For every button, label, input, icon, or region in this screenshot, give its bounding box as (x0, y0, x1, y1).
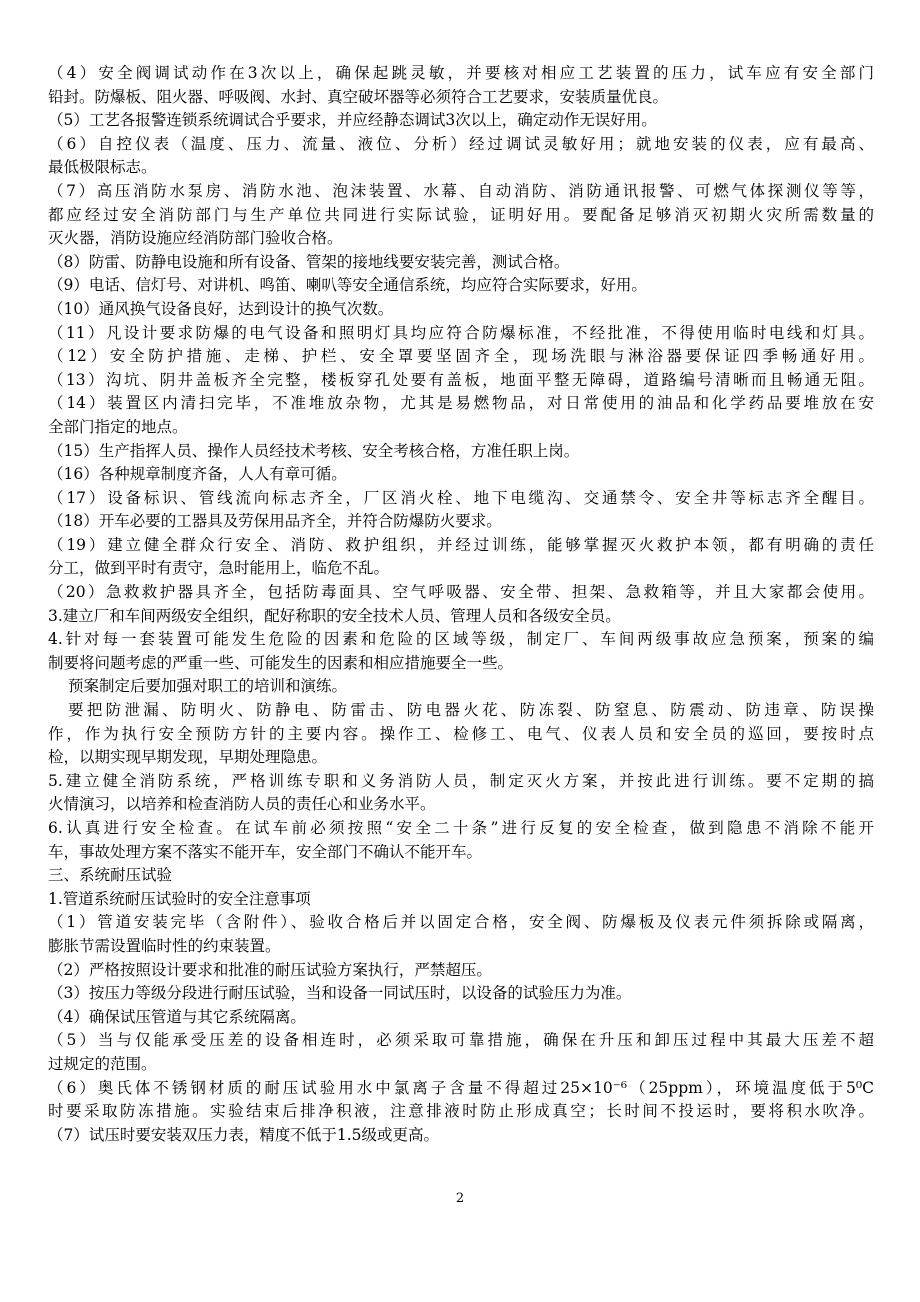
text-line: （9）电话、信灯号、对讲机、鸣笛、喇叭等安全通信系统，均应符合实际要求，好用。 (48, 276, 647, 295)
text-line: （5）工艺各报警连锁系统调试合乎要求，并应经静态调试3次以上，确定动作无误好用。 (48, 111, 657, 130)
text-line: 三、系统耐压试验 (48, 866, 173, 885)
text-line: 1.管道系统耐压试验时的安全注意事项 (48, 889, 311, 908)
document-body (48, 62, 874, 1147)
text-line: 4.针对每一套装置可能发生危险的因素和危险的区域等级，制定厂、车间两级事故应急预案，预案的编 (48, 630, 874, 649)
text-line: 作，作为执行安全预防方针的主要内容。操作工、检修工、电气、仪表人员和安全员的巡回，要按时点 (48, 724, 874, 743)
text-line: （8）防雷、防静电设施和所有设备、管架的接地线要安装完善，测试合格。 (48, 252, 570, 271)
text-line: 检，以期实现早期发现，早期处理隐患。 (48, 748, 328, 767)
text-line: （6）自控仪表（温度、压力、流量、液位、分析）经过调试灵敏好用；就地安装的仪表，应有最高、 (48, 134, 874, 153)
text-line: （4）安全阀调试动作在3次以上，确保起跳灵敏，并要核对相应工艺装置的压力，试车应有安全部门 (48, 64, 874, 82)
text-line: 5.建立健全消防系统，严格训练专职和义务消防人员，制定灭火方案，并按此进行训练。要不定期的搞 (48, 771, 874, 790)
text-line: 灭火器，消防设施应经消防部门验收合格。 (48, 229, 343, 248)
page-number: 2 (455, 1191, 465, 1206)
text-line: （7）高压消防水泵房、消防水池、泡沫装置、水幕、自动消防、消防通讯报警、可燃气体探测仪等等， (48, 181, 874, 200)
text-line: （1）管道安装完毕（含附件）、验收合格后并以固定合格，安全阀、防爆板及仪表元件须拆除或隔离， (48, 913, 874, 932)
text-line: （15）生产指挥人员、操作人员经技术考核、安全考核合格，方准任职上岗。 (48, 441, 580, 460)
text-line: 全部门指定的地点。 (48, 417, 188, 436)
text-line: （17）设备标识、管线流向标志齐全，厂区消火栓、地下电缆沟、交通禁令、安全井等标志齐全醒目。 (48, 488, 874, 507)
text-line: （5）当与仅能承受压差的设备相连时，必须采取可靠措施，确保在升压和卸压过程中其最大压差不超 (48, 1031, 874, 1050)
text-line: 时要采取防冻措施。实验结束后排净积液，注意排液时防止形成真空；长时间不投运时，要将积水吹净。 (48, 1102, 874, 1121)
text-line: （2）严格按照设计要求和批准的耐压试验方案执行，严禁超压。 (48, 960, 492, 979)
text-line: （18）开车必要的工器具及劳保用品齐全，并符合防爆防火要求。 (48, 512, 502, 531)
text-line: （19）建立健全群众行安全、消防、救护组织，并经过训练，能够掌握灭火救护本领，都有明确的责任 (48, 535, 874, 554)
text-line: （4）确保试压管道与其它系统隔离。 (48, 1007, 306, 1026)
text-line: （13）沟坑、阴井盖板齐全完整，楼板穿孔处要有盖板，地面平整无障碍，道路编号清晰而且畅通无阻。 (48, 370, 874, 389)
text-line: 3.建立厂和车间两级安全组织，配好称职的安全技术人员、管理人员和各级安全员。 (48, 606, 621, 625)
text-line: （20）急救救护器具齐全，包括防毒面具、空气呼吸器、安全带、担架、急救箱等，并且大家都会使用。 (48, 583, 874, 602)
text-line: （3）按压力等级分段进行耐压试验，当和设备一同试压时，以设备的试验压力为准。 (48, 984, 632, 1003)
text-line: 6.认真进行安全检查。在试车前必须按照“安全二十条”进行反复的安全检查，做到隐患不消除不能开 (48, 819, 874, 837)
text-line: 膨胀节需设置临时性的约束装置。 (48, 936, 281, 955)
text-line: 要把防泄漏、防明火、防静电、防雷击、防电器火花、防冻裂、防窒息、防震动、防违章、防误操 (68, 701, 874, 720)
text-line: 制要将问题考虑的严重一些、可能发生的因素和相应措施要全一些。 (48, 653, 514, 672)
text-line: （10）通风换气设备良好，达到设计的换气次数。 (48, 299, 394, 318)
text-line: 预案制定后要加强对职工的培训和演练。 (68, 677, 348, 696)
text-line: 最低极限标志。 (48, 158, 157, 177)
text-line: 都应经过安全消防部门与生产单位共同进行实际试验，证明好用。要配备足够消灭初期火灾所需数量的 (48, 205, 874, 224)
text-line: 火情演习，以培养和检查消防人员的责任心和业务水平。 (48, 795, 436, 814)
text-line: （12）安全防护措施、走梯、护栏、安全罩要坚固齐全，现场洗眼与淋浴器要保证四季畅通好用。 (48, 347, 874, 366)
text-line: 铅封。防爆板、阻火器、呼吸阀、水封、真空破坏器等必须符合工艺要求，安装质量优良。 (48, 87, 669, 106)
text-line: （16）各种规章制度齐备，人人有章可循。 (48, 465, 347, 484)
text-line: （11）凡设计要求防爆的电气设备和照明灯具均应符合防爆标准，不经批准，不得使用临时电线和灯具。 (48, 323, 874, 342)
text-line: 过规定的范围。 (48, 1054, 157, 1073)
text-line: 车，事故处理方案不落实不能开车，安全部门不确认不能开车。 (48, 842, 483, 861)
text-line: 分工，做到平时有责守，急时能用上，临危不乱。 (48, 559, 390, 578)
text-line: （6）奥氏体不锈钢材质的耐压试验用水中氯离子含量不得超过25×10⁻⁶（25ppm），环境温度低于5⁰C (48, 1078, 874, 1097)
text-line: （7）试压时要安装双压力表，精度不低于1.5级或更高。 (48, 1125, 440, 1144)
text-line: （14）装置区内清扫完毕，不准堆放杂物，尤其是易燃物品，对日常使用的油品和化学药品要堆放在安 (48, 394, 874, 413)
